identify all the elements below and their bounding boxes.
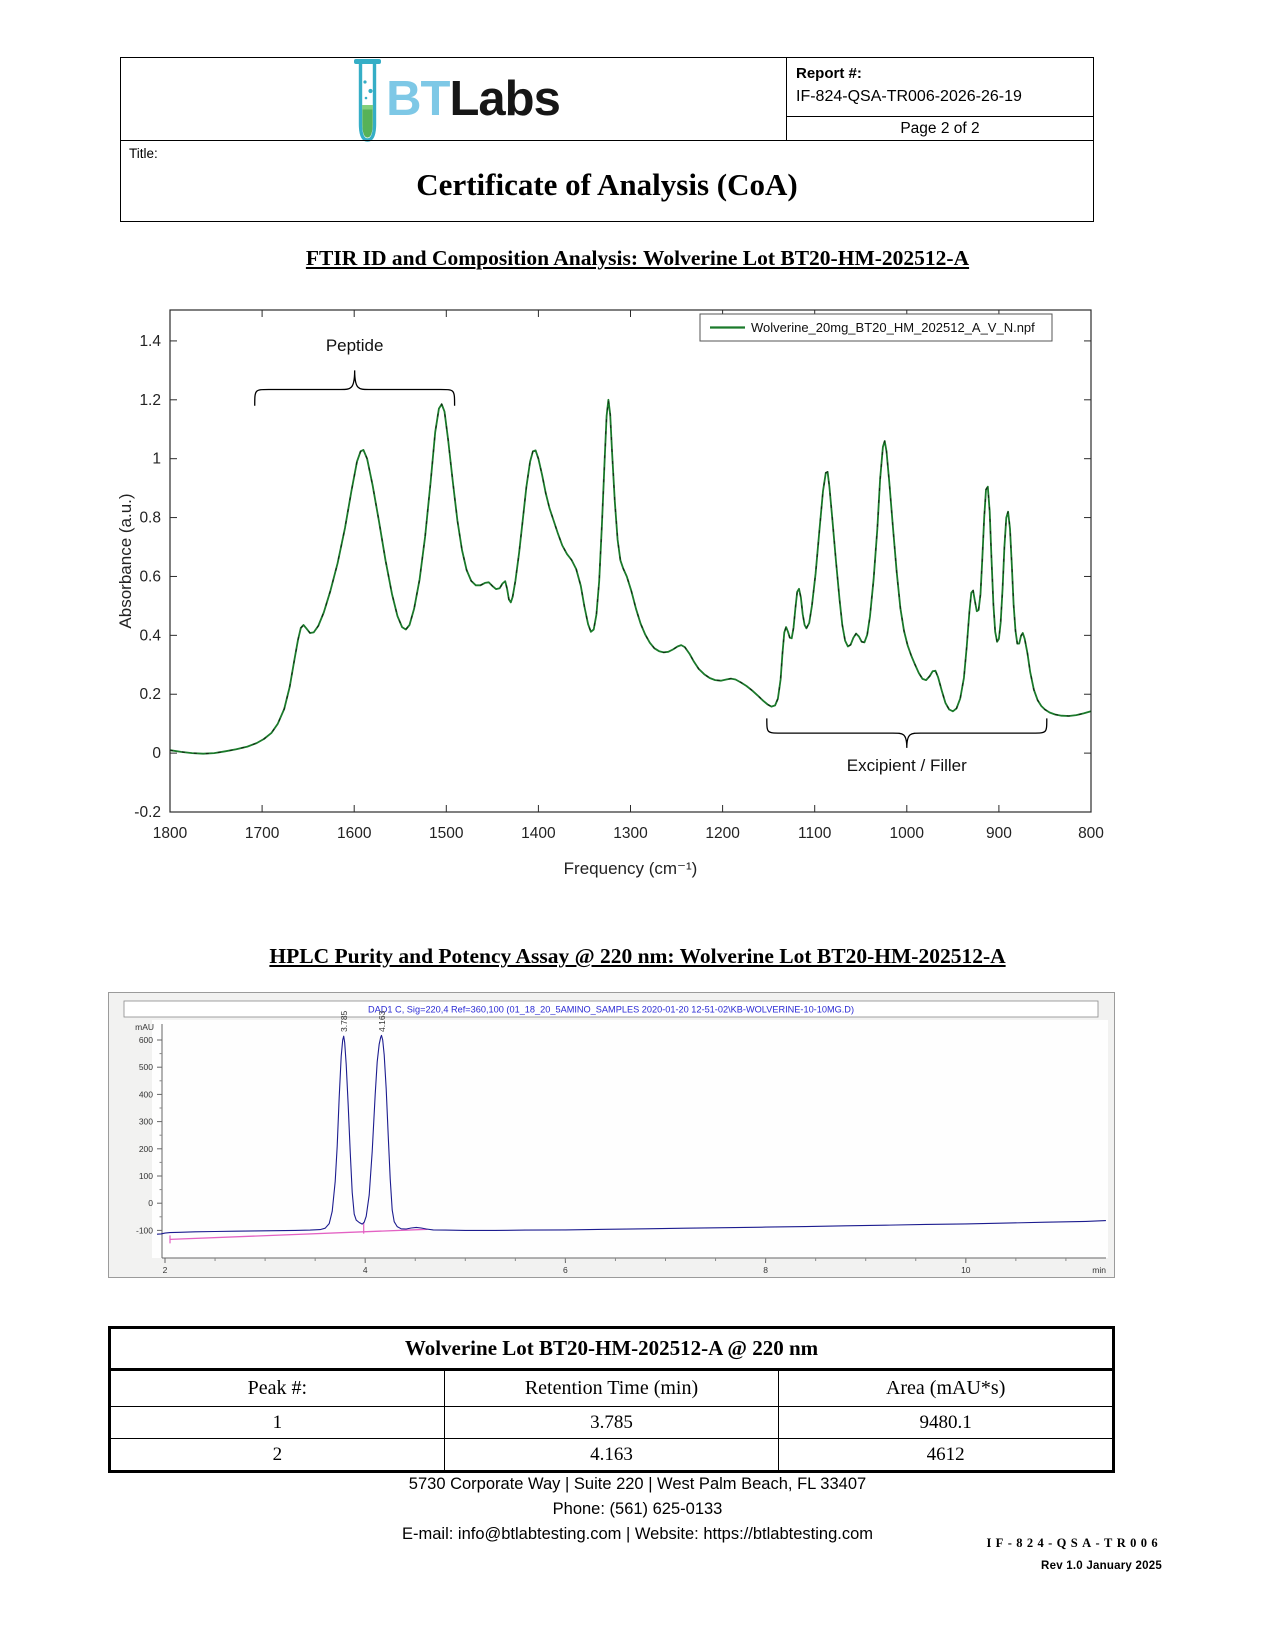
table-row: 1 3.785 9480.1 — [110, 1407, 1114, 1439]
form-ref-number: IF-824-QSA-TR006 — [986, 1536, 1162, 1550]
ftir-spectrum-chart — [115, 292, 1145, 884]
title-field-label: Title: — [129, 146, 158, 161]
svg-text:10: 10 — [961, 1265, 971, 1275]
svg-text:-100: -100 — [135, 1225, 153, 1236]
svg-text:1300: 1300 — [613, 825, 648, 842]
annotation-brace — [767, 718, 1047, 747]
document-title: Certificate of Analysis (CoA) — [416, 167, 798, 202]
peak-retention-label: 3.785 — [339, 1010, 350, 1032]
svg-text:1200: 1200 — [705, 825, 740, 842]
footer-reference-block — [986, 1536, 1162, 1572]
svg-text:1600: 1600 — [336, 825, 372, 842]
svg-text:1100: 1100 — [798, 825, 832, 842]
header-title-row — [121, 140, 1093, 221]
svg-text:1.2: 1.2 — [139, 391, 161, 409]
annotation-brace — [255, 370, 455, 405]
svg-text:1700: 1700 — [244, 825, 280, 842]
svg-text:0.6: 0.6 — [139, 568, 161, 586]
svg-text:0: 0 — [152, 745, 161, 763]
svg-text:1: 1 — [152, 450, 161, 468]
svg-text:2: 2 — [162, 1265, 168, 1275]
table-title-row — [110, 1328, 1114, 1370]
hplc-chromatogram — [108, 992, 1115, 1278]
svg-text:min: min — [1092, 1265, 1106, 1275]
svg-text:0.4: 0.4 — [139, 627, 161, 645]
svg-text:600: 600 — [138, 1035, 153, 1045]
svg-text:4: 4 — [362, 1265, 368, 1275]
svg-text:8: 8 — [763, 1265, 768, 1275]
col-header-peak: Peak #: — [110, 1370, 445, 1407]
svg-text:1000: 1000 — [889, 825, 925, 842]
report-number-value: IF-824-QSA-TR006-2026-26-19 — [796, 88, 1022, 105]
svg-text:Frequency (cm⁻¹): Frequency (cm⁻¹) — [563, 859, 698, 878]
footer-email: E-mail: info@btlabtesting.com | Website: https://btlabtesting.com — [401, 1525, 874, 1543]
hplc-section-title: HPLC Purity and Potency Assay @ 220 nm: Wolverine Lot BT20-HM-202512-A — [269, 944, 1006, 968]
instrument-header: DAD1 C, Sig=220,4 Ref=360,100 (01_18_20_5AMINO_SAMPLES 2020-01-20 12-51-02\KB-WOLVERINE-10-10MG.D) — [368, 1004, 854, 1015]
page-indicator: Page 2 of 2 — [787, 116, 1093, 140]
table-title: Wolverine Lot BT20-HM-202512-A @ 220 nm — [110, 1328, 1114, 1370]
svg-text:300: 300 — [138, 1116, 153, 1127]
svg-text:100: 100 — [138, 1171, 153, 1181]
ftir-section-title: FTIR ID and Composition Analysis: Wolverine Lot BT20-HM-202512-A — [305, 246, 970, 270]
svg-text:0.2: 0.2 — [139, 686, 161, 704]
svg-text:1.4: 1.4 — [139, 332, 161, 350]
svg-text:6: 6 — [563, 1265, 568, 1275]
ftir-trace — [170, 400, 1091, 754]
btlabs-logo — [121, 58, 786, 140]
svg-text:mAU: mAU — [135, 1022, 154, 1032]
peak-retention-label: 4.163 — [377, 1010, 388, 1032]
footer-phone: Phone: (561) 625-0133 — [552, 1500, 723, 1518]
header-top-row — [121, 58, 1093, 140]
report-header — [120, 57, 1094, 222]
svg-text:900: 900 — [985, 825, 1012, 842]
svg-text:0: 0 — [148, 1198, 153, 1209]
col-header-area: Area (mAU*s) — [779, 1370, 1114, 1407]
svg-text:1800: 1800 — [152, 825, 188, 842]
legend-label: Wolverine_20mg_BT20_HM_202512_A_V_N.npf — [751, 320, 1035, 335]
revision-note: Rev 1.0 January 2025 — [1041, 1560, 1162, 1572]
svg-text:200: 200 — [138, 1143, 153, 1154]
footer-address: 5730 Corporate Way | Suite 220 | West Palm Beach, FL 33407 — [408, 1475, 867, 1493]
svg-text:0.8: 0.8 — [139, 509, 161, 527]
table-row: 2 4.163 4612 — [110, 1439, 1114, 1472]
svg-text:1500: 1500 — [429, 825, 464, 842]
test-tube-icon — [347, 55, 389, 151]
svg-text:1400: 1400 — [521, 825, 556, 842]
logo-text-labs: Labs — [449, 72, 560, 126]
svg-text:-0.2: -0.2 — [134, 804, 161, 821]
hplc-table — [108, 1326, 1115, 1473]
annotation-label: Excipient / Filler — [846, 755, 967, 775]
svg-text:400: 400 — [138, 1089, 153, 1100]
col-header-retention: Retention Time (min) — [444, 1370, 779, 1407]
report-number-cell — [786, 58, 1093, 140]
logo-text-bt: BT — [386, 72, 450, 126]
table-header-row — [110, 1370, 1114, 1407]
svg-text:Absorbance (a.u.): Absorbance (a.u.) — [116, 493, 135, 629]
report-number-label: Report #: — [796, 65, 862, 82]
svg-text:500: 500 — [138, 1062, 153, 1073]
annotation-label: Peptide — [325, 336, 384, 356]
svg-text:800: 800 — [1078, 825, 1104, 842]
